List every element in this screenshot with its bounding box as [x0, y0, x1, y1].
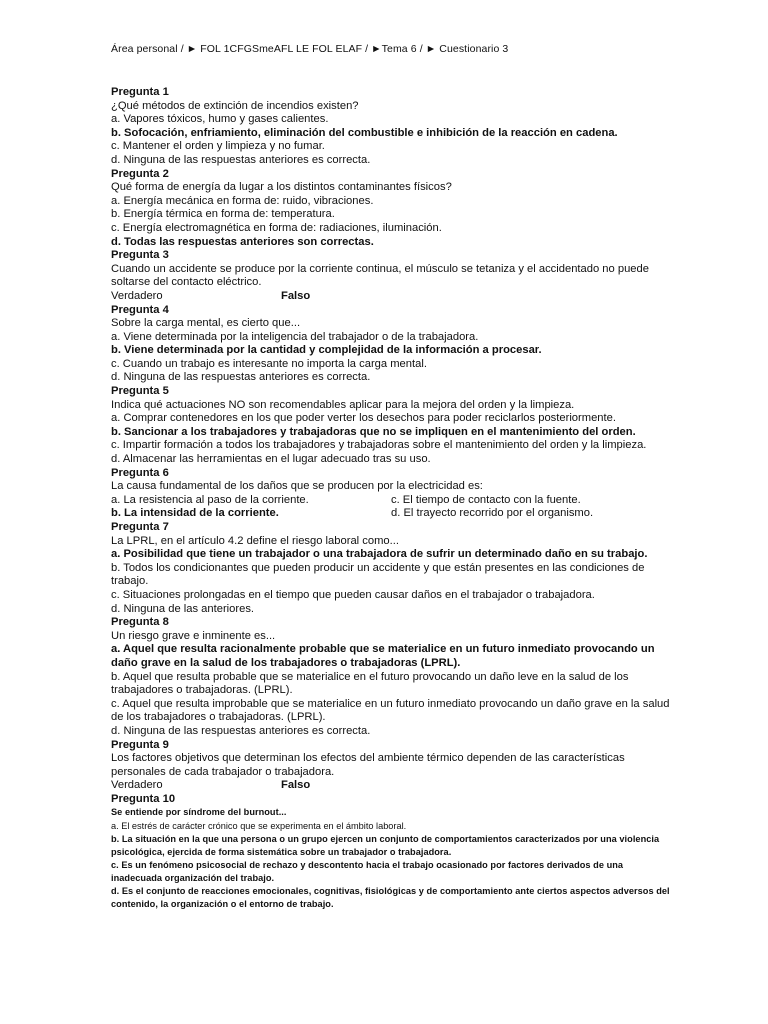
question-9-title: Pregunta 9	[111, 738, 169, 751]
question-2-title: Pregunta 2	[111, 167, 169, 180]
question-6-row-2	[111, 507, 671, 521]
question-5-option-c: c. Impartir formación a todos los trabajadores y trabajadoras sobre el mantenimiento del orden y la limpieza.	[111, 439, 647, 452]
question-8-option-d: d. Ninguna de las respuestas anteriores es correcta.	[111, 724, 371, 737]
question-10-text: Se entiende por síndrome del burnout...	[111, 807, 287, 818]
question-8-title: Pregunta 8	[111, 616, 169, 629]
question-6-text: La causa fundamental de los daños que se producen por la electricidad es:	[111, 480, 483, 493]
question-6-option-d: d. El trayecto recorrido por el organismo.	[391, 507, 594, 520]
question-4-text: Sobre la carga mental, es cierto que...	[111, 317, 301, 330]
question-7-option-c: c. Situaciones prolongadas en el tiempo que pueden causar daños en el trabajador o trabajadora.	[111, 588, 595, 601]
question-8-text: Un riesgo grave e inminente es...	[111, 629, 276, 642]
question-7-title: Pregunta 7	[111, 521, 169, 533]
question-1-option-b: b. Sofocación, enfriamiento, eliminación del combustible e inhibición de la reacción en cadena.	[111, 126, 618, 139]
question-5-option-b: b. Sancionar a los trabajadores y trabajadoras que no se impliquen en el mantenimiento del orden.	[111, 425, 636, 438]
question-4-option-a: a. Viene determinada por la inteligencia del trabajador o de la trabajadora.	[111, 330, 479, 343]
question-9-true-option: Verdadero	[111, 779, 163, 792]
question-2-option-b: b. Energía térmica en forma de: temperatura.	[111, 208, 335, 221]
question-3-true-option: Verdadero	[111, 289, 163, 302]
question-9-text: Los factores objetivos que determinan los efectos del ambiente térmico dependen de las características personales de cada trabajador o trabajadora.	[111, 752, 625, 778]
question-2-text: Qué forma de energía da lugar a los distintos contaminantes físicos?	[111, 181, 452, 194]
question-1-text: ¿Qué métodos de extinción de incendios existen?	[111, 99, 359, 112]
question-8-option-b: b. Aquel que resulta probable que se materialice en el futuro provocando un daño leve en la salud de los trabajadores o trabajadoras. (LPRL).	[111, 670, 629, 697]
question-10-title: Pregunta 10	[111, 792, 176, 805]
question-3-false-option: Falso	[281, 289, 311, 302]
question-7-option-b: b. Todos los condicionantes que pueden producir un accidente y que están presentes en las condiciones de trabajo.	[111, 561, 645, 588]
question-7-option-d: d. Ninguna de las anteriores.	[111, 602, 255, 615]
question-7-option-a: a. Posibilidad que tiene un trabajador o una trabajadora de sufrir un determinado daño en su trabajo.	[111, 548, 648, 561]
question-4-option-c: c. Cuando un trabajo es interesante no importa la carga mental.	[111, 357, 427, 370]
question-3-title: Pregunta 3	[111, 249, 169, 262]
question-10-option-b: b. La situación en la que una persona o un grupo ejercen un conjunto de comportamientos caracterizados por una violencia psicológica, ejercida de forma sistemática sobre un trabajador o trabajadora.	[111, 833, 660, 857]
question-2-option-d: d. Todas las respuestas anteriores son correctas.	[111, 235, 374, 248]
question-5-text: Indica qué actuaciones NO son recomendables aplicar para la mejora del orden y la limpieza.	[111, 398, 575, 411]
question-3-answers	[111, 290, 671, 304]
question-2-option-a: a. Energía mecánica en forma de: ruido, vibraciones.	[111, 194, 374, 207]
question-4-option-b: b. Viene determinada por la cantidad y complejidad de la información a procesar.	[111, 344, 542, 357]
question-4-option-d: d. Ninguna de las respuestas anteriores es correcta.	[111, 371, 371, 384]
question-4-title: Pregunta 4	[111, 303, 169, 316]
question-10-option-d: d. Es el conjunto de reacciones emocionales, cognitivas, fisiológicas y de comportamiento ante ciertos aspectos adversos del contenido, la organización o el entorno de trabajo.	[111, 886, 670, 910]
question-1-option-d: d. Ninguna de las respuestas anteriores es correcta.	[111, 153, 371, 166]
question-3-text: Cuando un accidente se produce por la corriente continua, el músculo se tetaniza y el accidentado no puede soltarse del contacto eléctrico.	[111, 262, 649, 289]
quiz-content	[111, 86, 671, 911]
question-10-option-c: c. Es un fenómeno psicosocial de rechazo y descontento hacia el trabajo ocasionado por factores derivados de una inadecuada organización del trabajo.	[111, 859, 624, 883]
question-1-option-c: c. Mantener el orden y limpieza y no fumar.	[111, 140, 325, 153]
question-6-row-1	[111, 494, 671, 508]
question-5-option-d: d. Almacenar las herramientas en el lugar adecuado tras su uso.	[111, 453, 431, 466]
breadcrumb[interactable]: Área personal / ► FOL 1CFGSmeAFL LE FOL ELAF / ►Tema 6 / ► Cuestionario 3	[111, 43, 509, 55]
question-1-option-a: a. Vapores tóxicos, humo y gases calientes.	[111, 113, 329, 126]
question-7-text: La LPRL, en el artículo 4.2 define el riesgo laboral como...	[111, 534, 399, 547]
question-6-option-a: a. La resistencia al paso de la corriente.	[111, 493, 309, 506]
question-5-title: Pregunta 5	[111, 385, 169, 398]
question-9-answers	[111, 779, 671, 793]
question-6-title: Pregunta 6	[111, 466, 169, 479]
question-2-option-c: c. Energía electromagnética en forma de: radiaciones, iluminación.	[111, 221, 442, 234]
question-1-title: Pregunta 1	[111, 86, 169, 98]
question-6-option-b: b. La intensidad de la corriente.	[111, 507, 279, 520]
question-9-false-option: Falso	[281, 779, 311, 792]
question-5-option-a: a. Comprar contenedores en los que poder verter los desechos para poder reciclarlos posteriormente.	[111, 412, 616, 425]
question-8-option-c: c. Aquel que resulta improbable que se materialice en un futuro inmediato provocando un daño grave en la salud de los trabajadores o trabajadoras. (LPRL).	[111, 697, 670, 724]
question-6-option-c: c. El tiempo de contacto con la fuente.	[391, 493, 581, 506]
question-8-option-a: a. Aquel que resulta racionalmente probable que se materialice en un futuro inmediato provocando un daño grave en la salud de los trabajadores o trabajadoras (LPRL).	[111, 643, 655, 669]
question-10-option-a: a. El estrés de carácter crónico que se experimenta en el ámbito laboral.	[111, 820, 407, 831]
